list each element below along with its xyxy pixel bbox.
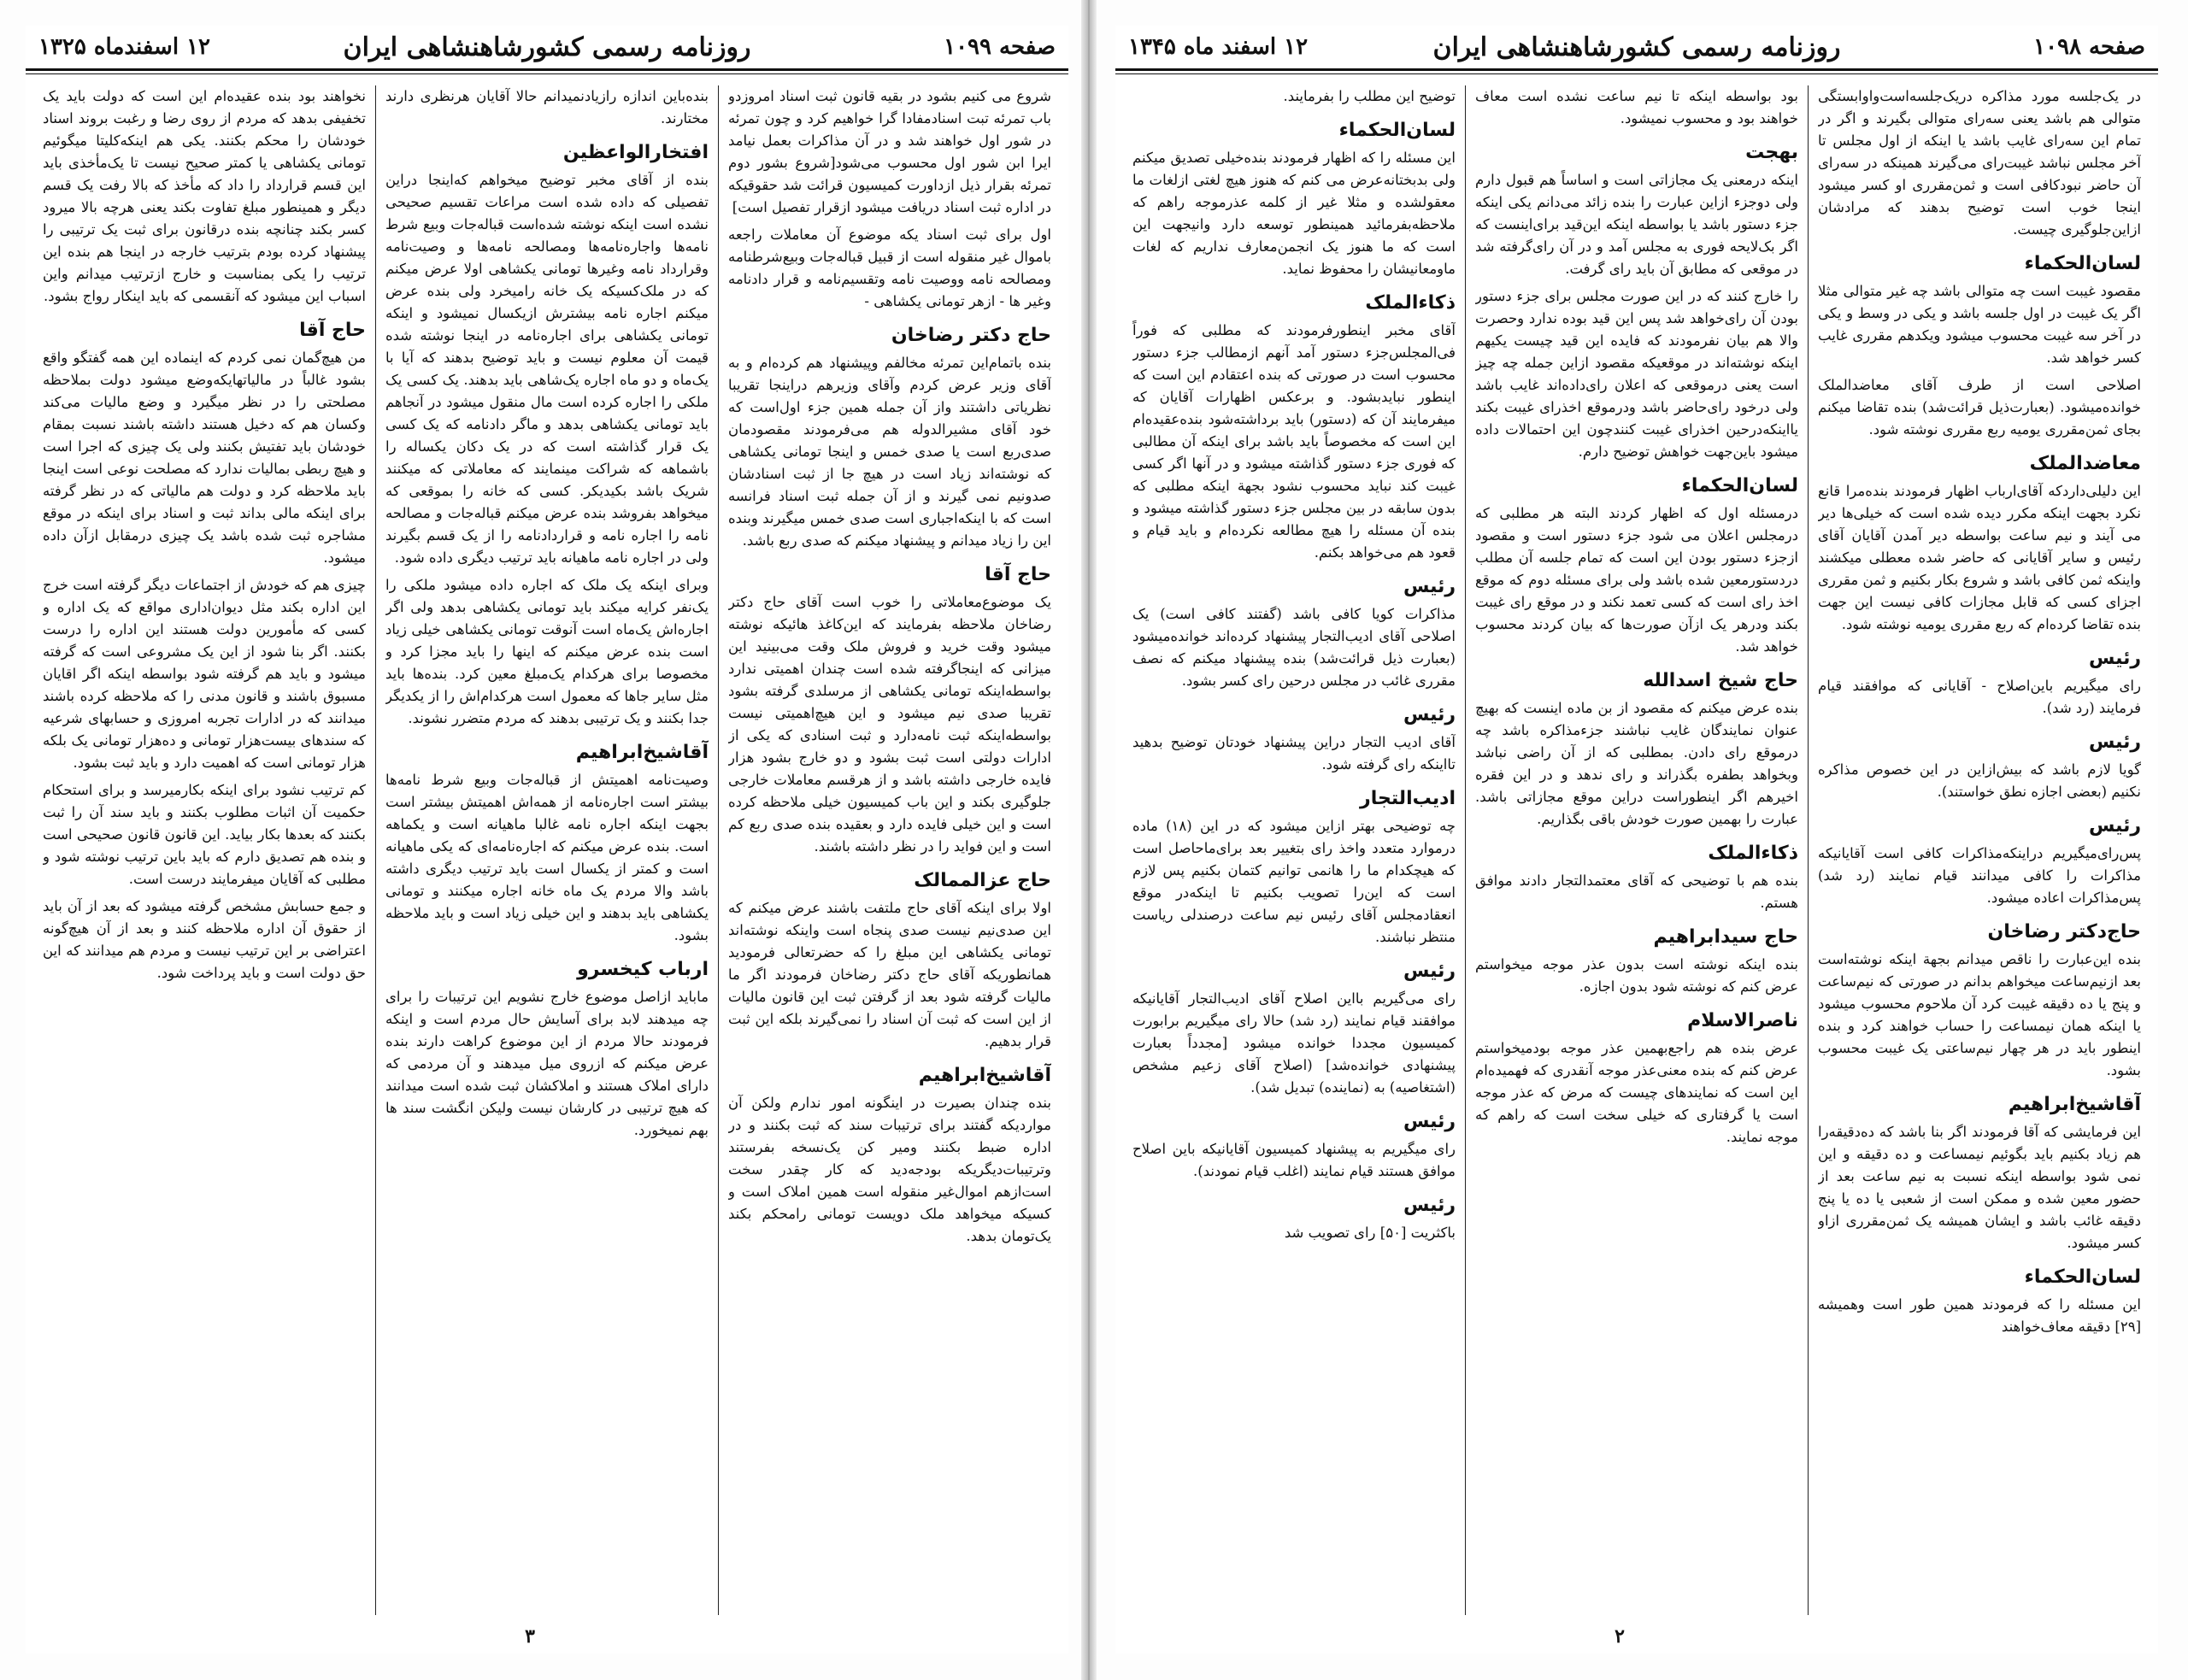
paragraph: ماباید ازاصل موضوع خارج نشویم این ترتیبات را برای چه میدهند لابد برای آسایش حال مردم است و اینکه فرمودند حالا مردم از این موضوع کراهت دارند بنده عرض میکنم که ازروی میل میدهند و آن مردمی که دارای املاک هستند و املاکشان ثبت شده است میدانند که هیچ ترتیبی در کارشان نیست ولیکن انگشت سند ها بهم نمیخورد. xyxy=(385,989,709,1138)
speaker-name: ذکاءالملک xyxy=(1708,843,1798,864)
paragraph: بنده عرض میکنم که مقصود از بن ماده اینست که بهیچ عنوان نمایندگان غایب نباشند جزءمذاکره باشد چه درموقع رای دادن. بمطلبی که از آن راضی نباشد وبخواهد بطفره بگذراند و رای ندهد و در این فقره اخیرهم اگر اینطوراست دراین موقع مجازاتی باشد. عبارت را بهمین صورت خودش باقی بگذاریم. xyxy=(1475,700,1798,827)
paragraph: مقصود غیبت است چه متوالی باشد چه غیر متوالی مثلا اگر یک غیبت در اول جلسه باشد و یکی در وسط و یکی در آخر سه غیبت محسوب میشود ویکدهم مقرری غایب کسر خواهد شد. xyxy=(1818,283,2141,366)
right-page-number: صفحه ۱۰۹۸ xyxy=(2033,34,2145,60)
column-divider xyxy=(1465,85,1466,1615)
paragraph: رای می‌گیریم بااین اصلاح آقای ادیب‌التجار آقایانیکه موافقند قیام نمایند (رد شد) حالا رای میگیریم برابورت کمیسیون مجددا خوانده میشود [مجدداً بعبارت پیشنهادی خوانده‌شد] (اصلاح آقای زعیم مشخص (اشتغاصیه) به (نماینده) تبدیل شد). xyxy=(1132,990,1456,1096)
paragraph: گویا لازم باشد که بیش‌ازاین در این خصوص مذاکره نکنیم (بعضی اجازه نطق خواستند). xyxy=(1818,761,2141,800)
paragraph: شروع می کنیم بشود در بقیه قانون ثبت اسناد امروزدو باب تمرئه تبت اسنادمفادا گرا خواهیم کرد و چون تمرئه در شور اول خواهند شد و در آن مذاکرات بعمل نیامد ایرا ابن شور اول محسوب می‌شود[شروع بشور دوم تمرئه بقرار ذیل ازداورت کمیسیون قرائت شد حقوقیکه در اداره ثبت اسناد دریافت میشود ازقرار تفصیل است] xyxy=(728,88,1051,215)
paragraph: اولا برای اینکه آقای حاج ملتفت باشند عرض میکنم که این صدی‌نیم نیست صدی پنجاه است واینکه نوشته‌اند تومانی یکشاهی این مبلغ را که حضرتعالی فرمودید همانطوریکه آقای حاج دکتر رضاخان فرمودند اگر ما مالیات گرفته شود بعد از گرفتن ثبت این قانون مالیات از این است که ثبت آن اسناد را نمی‌گیرند بلکه این ثبت قرار بدهیم. xyxy=(728,900,1051,1049)
speaker-name: لسان‌الحکماء xyxy=(2024,253,2141,274)
paragraph: درمسئله اول که اظهار کردند البته هر مطلبی که درمجلس اعلان می شود جزء دستور است و مقصود ازجزء دستور بودن این است که تمام جلسه آن مطلب دردستورمعین شده باشد ولی برای مسئله دوم که موقع اخذ رای است که کسی تعمد نکند و در موقع رای غیبت بکند ودرهر یک ازآن صورت‌ها که بیان کردند محسوب خواهد شد. xyxy=(1475,505,1798,655)
paragraph: این مسئله را که اظهار فرمودند بنده‌خیلی تصدیق میکنم ولی بدبختانه‌عرض می کنم که هنوز هیچ لغتی ازلغات ما معقولشده و مثلا غیر از کلمه عذرموجه راهم که ملاحظه‌بفرمائید همینطور توسعه دارد وانیجهت این است که ما هنوز یک انجمن‌معارف نداریم که لغات ماومعانیشان را محفوظ نماید. xyxy=(1132,150,1456,277)
paragraph: بنده این‌عبارت را ناقص میدانم بجهة اینکه نوشته‌است بعد ازنیم‌ساعت میخواهم بدانم در صورتی که نیم‌ساعت و پنج یا ده دقیقه غیبت کرد آن ملاحوم محسوب میشود یا اینکه همان نیمساعت را حساب خواهند کرد و بنده اینطور باید در هر چهار نیم‌ساعتی یک غیبت محسوب بشود. xyxy=(1818,951,2141,1078)
paragraph: پس‌رای‌میگیریم دراینکه‌مذاکرات کافی است آقایانیکه مذاکرات را کافی میدانند قیام نمایند (رد شد) پس‌مذاکرات اعاده میشود. xyxy=(1818,845,2141,906)
header-rule-thin xyxy=(1115,73,2158,74)
paragraph: اول برای ثبت اسناد یکه موضوع آن معاملات راجعه باموال غیر منقوله است از قبیل قباله‌جات وبیع‌شرطنامه ومصالحه نامه ووصیت نامه وتقسیم‌نامه و قرار دادنامه وغیر ها - ازهر تومانی یکشاهی - xyxy=(728,226,1051,309)
book-gutter xyxy=(1081,0,1097,1680)
paragraph: بنده باتمام‌این تمرئه مخالفم وپیشنهاد هم کرده‌ام و به آقای وزیر عرض کردم وآقای وزیرهم دراینجا تقریبا نظریاتی داشتند واز آن جمله همین جزء اول‌است که خود آقای مشیرالدوله هم می‌فرمودند مقصودمان صدی‌ربع است یا صدی خمس و اینجا تومانی یکشاهی که نوشته‌اند زیاد است در هیچ جا از ثبت اسنادشان صدونیم نمی گیرند و از آن جمله ثبت اسناد فرانسه است که با اینکه‌اجباری است صدی خمس میگیرند وبنده این را زیاد میدانم و پیشنهاد میکنم که صدی ربع باشد. xyxy=(728,355,1051,549)
speaker-name: لسان‌الحکماء xyxy=(2024,1266,2141,1288)
speaker-name: افتخارالواعظین xyxy=(562,142,709,163)
left-page-number: صفحه ۱۰۹۹ xyxy=(944,34,1056,60)
speaker-name: حاج آقا xyxy=(985,564,1051,585)
speaker-name: آقاشیخ‌ابراهیم xyxy=(918,1065,1051,1086)
paragraph: این فرمایشی که آقا فرمودند اگر بنا باشد که ده‌دقیقه‌را هم زیاد بکنیم باید بگوئیم نیمساعت و ده دقیقه و این نمی شود بواسطه اینکه نسبت به نیم ساعت بعد از حضور معین شده و ممکن است از شعبی یا ده یا پنج دقیقه غائب باشد و ایشان همیشه یک ثمن‌مقرری ازاو کسر میشود. xyxy=(1818,1124,2141,1251)
column-divider xyxy=(1808,85,1809,1615)
speaker-name: بهجت xyxy=(1745,142,1798,163)
speaker-name: رئیس xyxy=(1403,1195,1456,1216)
left-page-folio: ۳ xyxy=(525,1625,535,1648)
speaker-name: حاج شیخ اسدالله xyxy=(1643,670,1798,691)
paragraph: بنده از آقای مخبر توضیح میخواهم که‌اینجا دراین تفصیلی که داده شده است مراعات تقسیم صحیحی نشده است اینکه نوشته شده‌است قباله‌جات وبیع شرط نامه‌ها واجاره‌نامه‌ها ومصالحه نامه‌ها و وصیت‌نامه وقرارداد نامه وغیرها تومانی یکشاهی اولا عرض میکنم که در ملک‌کسیکه یک خانه رامیخرد ولی بنده عرض میکنم اجاره نامه بیشترش ازیکسال نمیشود و اینکه تومانی یکشاهی برای اجاره‌نامه در اینجا نوشته شده قیمت آن معلوم نیست و باید توضیح بدهند که آیا با یک‌ماه و دو ماه اجاره یک‌شاهی باید بدهند. یک کسی یک ملکی را اجاره کرده است مال منقول میشود در آنجاهم باید تومانی یکشاهی بدهد و ماگر دادنامه که یک کسی یک قرار گذاشته است که در یک دکان یکساله را باشماهه که شراکت مینمایند که معاملاتی که میکنند شریک باشد بکیدیکر. کسی که خانه را بموقعی که میخواهد بفروشد بنده عرض میکنم قباله‌جات و مصالحه نامه را اجاره نامه و قراردادنامه را از یک قسم بگیرند ولی در اجاره نامه ماهیانه باید ترتیب دیگری داده شود. xyxy=(385,172,709,566)
speaker-name: حاج آقا xyxy=(299,320,366,341)
header-rule xyxy=(1115,68,2158,71)
column-divider xyxy=(375,85,376,1615)
speaker-name: رئیس xyxy=(1403,704,1456,725)
right-column-3 xyxy=(1132,85,1456,1615)
right-page-date: ۱۲ اسفند ماه ۱۳۴۵ xyxy=(1128,34,1309,60)
paragraph: توضیح این مطلب را بفرمایند. xyxy=(1283,88,1456,104)
speaker-name: رئیس xyxy=(2088,648,2141,669)
left-column-2 xyxy=(385,85,709,1615)
paragraph: در یک‌جلسه مورد مذاکره دریک‌جلسه‌است‌وا‌وابستگی متوالی هم باشد یعنی سه‌رای متوالی بگیرند و اگر در تمام این سه‌رای غایب باشد یا اینکه از اول مجلس تا آخر مجلس نباشد غیبت‌رای می‌گیرند همینکه در سه‌رای آن حاضر نبودکافی است و ثمن‌مقرری او کسر میشود اینجا خوب است توضیح بدهند که مرادشان ازاین‌جلوگیری چیست. xyxy=(1818,88,2141,238)
speaker-name: رئیس xyxy=(1403,1111,1456,1132)
paragraph: من هیچ‌گمان نمی کردم که اینماده این همه گفتگو واقع بشود غالباً در مالیاتهایکه‌وضع میشود دولت بملاحظه مصلحتی را در نظر میگیرد و وضع مالیات می‌کند وکسان هم که دخیل هستند داشته باشند نسبت بمقام خودشان باید تفتیش بکنند ولی یک چیزی که اجرا است و هیچ ربطی بمالیات ندارد که مصلحت نوعی است اینجا باید ملاحظه کرد و دولت هم مالیاتی که در نظر گرفته برای اینکه مالی بداند ثبت و اسناد برای اینکه در موقع مشاجره ثبت شده باشد یک چیزی درمقابل ازآن داده میشود. xyxy=(43,350,366,566)
left-column-1 xyxy=(728,85,1051,1615)
paragraph: چه توضیحی بهتر ازاین میشود که در این (۱۸) ماده درموارد متعدد واخذ رای بتغییر بعد برای‌ماحاصل است که هیچکدام ما را هانمی توانیم کتمان بکنیم پس لازم است که این‌را تصویب بکنیم تا اینکه‌در موقع انعقادمجلس آقای رئیس نیم ساعت درصندلی ریاست منتظر نباشند. xyxy=(1132,818,1456,945)
header-rule xyxy=(26,68,1068,71)
left-page-title: روزنامه رسمی کشورشاهنشاهی ایران xyxy=(343,32,751,62)
paragraph: بنده هم با توضیحی که آقای معتمدالتجار دادند موافق هستم. xyxy=(1475,872,1798,911)
right-page xyxy=(1115,26,2158,1654)
right-page-title: روزنامه رسمی کشورشاهنشاهی ایران xyxy=(1432,32,1841,62)
paragraph: یک موضوع‌معاملاتی را خوب است آقای حاج دکتر رضاخان ملاحظه بفرمایند که این‌کاغذ هائیکه نوشته میشود وقت خرید و فروش ملک وقت می‌بینید این میزانی که اینجاگرفته شده است چندان اهمیتی ندارد بواسطه‌اینکه تومانی یکشاهی از مرسلدی گرفته بشود تقریبا صدی نیم میشود و این هیچ‌اهمیتی نیست بواسطه‌اینکه ثبت نامه‌دارد و ثبت اسنادی که یکی از ادارات دولتی است ثبت بشود و دو خارج بشود هزار فایده خارجی داشته باشد و از هرقسم معاملات خارجی جلوگیری بکند و این باب کمیسیون خیلی ملاحظه کرده است و این خیلی فایده دارد و بعقیده بنده صدی ربع کم است و این فواید را در نظر داشته باشند. xyxy=(728,594,1051,855)
left-column-3 xyxy=(43,85,366,1615)
paragraph: بنده‌باین اندازه رازیادنمیدانم حالا آقایان هرنظری دارند مختارند. xyxy=(385,88,709,126)
paragraph: اینکه درمعنی یک مجازاتی است و اساساً هم قبول دارم ولی دوجزء ازاین عبارت را بنده زائد می‌دانم یکی اینکه جزء دستور باشد یا بواسطه اینکه این‌قید برای‌اینست که اگر بک‌لایحه فوری به مجلس آمد و در آن رای‌گرفته شد در موقعی که مطابق آن باید رای گرفت. xyxy=(1475,172,1798,277)
speaker-name: رئیس xyxy=(1403,960,1456,982)
paragraph: بنده چندان بصیرت در اینگونه امور ندارم ولکن آن مواردیکه گفتند برای ترتیبات سند که ثبت بکنند و در اداره ضبط بکنند ومیر کن یک‌نسخه بفرستند وترتیبات‌دیگریکه بودجه‌دید که کار چقدر سخت است‌ازهم اموال‌غیر منقوله است همین املاک است و کسیکه میخواهد ملک دویست تومانی رامحکم بکند یک‌تومان بدهد. xyxy=(728,1095,1051,1244)
paragraph: بنده اینکه نوشته است بدون عذر موجه میخواستم عرض کنم که نوشته شود بدون اجازه. xyxy=(1475,956,1798,995)
speaker-name: ارباب کیخسرو xyxy=(577,959,709,980)
right-page-header xyxy=(1115,26,2158,65)
paragraph: مذاکرات کویا کافی باشد (گفتند کافی است) یک اصلاحی آقای ادیب‌التجار پیشنهاد کرده‌اند خوانده‌میشود (بعبارت ذیل قرائت‌شد) بنده پیشنهاد میکنم که نصف مقرری غائب در مجلس درحین رای کسر بشود. xyxy=(1132,606,1456,689)
speaker-name: ناصرالاسلام xyxy=(1687,1010,1798,1031)
paragraph: نخواهند بود بنده عقیده‌ام این است که دولت باید یک تخفیفی بدهد که مردم از روی رضا و رغبت بروند اسناد خودشان را محکم بکنند. یکی هم اینکه‌کلیتا میگوئیم تومانی یکشاهی یا کمتر صحیح نیست تا یک‌مأخذی باید این قسم قرارداد را داد که مأخذ که بالا رفت یک قسم دیگر و همینطور مبلغ تفاوت بکند یعنی هرچه بالا میرود کسر بکند چنانچه بنده درقانون برای ثبت یک ترتیبی را پیشنهاد کرده بودم بترتیب خارجه در اینجا هم بنده این ترتیب را یکی بمناسبت و خارج ازترتیب میدانم واین اسباب این میشود که آنقسمی که باید اینکار رواج بشود. xyxy=(43,88,366,304)
paragraph: وبرای اینکه یک ملک که اجاره داده میشود ملکی را یک‌نفر کرایه میکند باید تومانی یکشاهی بدهد ولی اگر اجاره‌اش یک‌ماه است آنوقت تومانی یکشاهی خیلی زیاد است بنده عرض میکنم که اینها را باید مجزا کرد و مخصوصا برای هرکدام یک‌مبلغ معین کرد. بنده‌ها باید مثل سایر جاها که معمول است هرکدام‌اش را از یکدیگر جدا بکنند و یک ترتیبی بدهند که مردم متضرر نشوند. xyxy=(385,577,709,726)
paragraph: رای میگیریم باین‌اصلاح - آقایانی که موافقند قیام فرمایند (رد شد). xyxy=(1818,678,2141,716)
paragraph: این مسئله را که فرمودند همین طور است وهمیشه [۲۹] دقیقه معاف‌خواهند xyxy=(1818,1296,2141,1335)
paragraph: عرض بنده هم راجع‌بهمین عذر موجه بودمیخواستم عرض کنم که بنده معنی‌عذر موجه آنقدری که فهمیده‌ام این است که نمایندهای چیست که مرض که عذر موجه است یا گرفتاری که خیلی سخت است که راهم که موجه نمایند. xyxy=(1475,1040,1798,1145)
right-column-1 xyxy=(1818,85,2141,1615)
paragraph: آقای مخبر اینطورفرمودند که مطلبی که فوراً فی‌المجلس‌جزء دستور آمد آنهم ازمطالب جزء دستور محسوب است در صورتی که بنده اعتقادم این است که اینطور نبایدبشود. و برعکس اظهارات آقایان که میفرمایند آن که (دستور) باید برداشته‌شود بنده‌عقیده‌ام این است که مخصوصاً باید باشد برای اینکه آن مطالبی که فوری جزء دستور گذاشته میشود و در آنها اگر کسی غیبت کند نباید محسوب نشود بجهة اینکه مطلبی که بدون سابقه در بین مجلس جزء دستور گذاشته میشود و بنده آن مسئله را هیچ مطالعه نکرده‌ام و باید قیام و قعود هم می‌خواهد بکنم. xyxy=(1132,322,1456,561)
speaker-name: حاج دکتر رضاخان xyxy=(891,325,1051,346)
speaker-name: رئیس xyxy=(2088,815,2141,837)
paragraph: چیزی هم که خودش از اجتماعات دیگر گرفته است خرج این اداره بکند مثل دیوان‌اداری مواقع که یک اداره و کسی که مأمورین دولت هستند این اداره را درست بکنند. اگر بنا شود از این یک مشروعی است که گرفته میشود و باید هم گرفته شود بواسطه اینکه اگر اقایان مسبوق باشند و قانون مدنی را که ملاحظه کرده باشند میدانند که در ادارات تجربه امروزی و حسابهای شرعیه که سندهای بیست‌هزار تومانی و ده‌هزار تومانی یک بلکه هزار تومانی است که اهمیت دارد و باید ثبت بشود. xyxy=(43,577,366,771)
paragraph: کم ترتیب نشود برای اینکه بکارمیرسد و برای استحکام حکمیت آن اثبات مطلوب بکنند و باید سند آن را ثبت بکنند که بعدها بکار بیاید. این قانون قانون صحیحی است و بنده هم تصدیق دارم که باید باین ترتیب نوشته شود و مطلبی که آقایان میفرمایند درست است. xyxy=(43,782,366,887)
speaker-name: حاج‌دکتر رضاخان xyxy=(1987,921,2141,943)
header-rule-thin xyxy=(26,73,1068,74)
speaker-name: رئیس xyxy=(1403,576,1456,597)
paragraph: آقای ادیب التجار دراین پیشنهاد خودتان توضیح بدهید تااینکه رای گرفته شود. xyxy=(1132,734,1456,772)
paragraph: بود بواسطه اینکه تا نیم ساعت نشده است معاف خواهند بود و محسوب نمیشود. xyxy=(1475,88,1798,126)
column-divider xyxy=(718,85,719,1615)
paragraph: وصیت‌نامه اهمیتش از قباله‌جات وبیع شرط نامه‌ها بیشتر است اجاره‌نامه از همه‌اش اهمیتش بیشتر است بجهت اینکه اجاره نامه غالبا ماهیانه است و یکماهه است. بنده عرض میکنم که اجاره‌نامه‌ای که یکی ماهیانه است و کمتر از یکسال است باید ترتیب دیگری داشته باشد والا مردم یک ماه خانه اجاره میکنند و تومانی یکشاهی باید بدهند و این خیلی زیاد است و باید ملاحظه بشود. xyxy=(385,772,709,943)
paragraph: و جمع حسابش مشخص گرفته میشود که بعد از آن باید از حقوق آن اداره ملاحظه کنند و بعد از آن هیچ‌گونه اعتراضی بر این ترتیب نیست و مردم هم میدانند که این حق دولت است و باید پرداخت شود. xyxy=(43,898,366,981)
left-page xyxy=(26,26,1068,1654)
speaker-name: ادیب‌التجار xyxy=(1360,788,1456,809)
paragraph: باکثریت [۵۰] رای تصویب شد xyxy=(1284,1225,1456,1241)
right-column-2 xyxy=(1475,85,1798,1615)
speaker-name: آقاشیخ‌ابراهیم xyxy=(575,742,709,763)
paragraph: را خارج کنند که در این صورت مجلس برای جزء دستور بودن آن رای‌خواهد شد پس این قید بوده ندارد وحصرت والا هم بیان نفرمودند که فایده این قید چیست یکیهم اینکه نوشته‌اند در موقعیکه مقصود ازاین جمله چه چیز است یعنی درموقعی که اعلان رای‌داده‌اند غایب باشد ولی درخود رای‌حاضر باشد ودرموقع اخذرای غیبت بکند یااینکه‌درحین اخذرای غیبت کنندچون این احتمالات داده میشود باین‌جهت خواهش توضیح دارم. xyxy=(1475,288,1798,460)
speaker-name: حاج عزالممالک xyxy=(914,870,1051,891)
left-page-date: ۱۲ اسفندماه ۱۳۲۵ xyxy=(38,34,211,60)
paragraph: رای میگیریم به پیشنهاد کمیسیون آقایانیکه باین اصلاح موافق هستند قیام نمایند (اغلب قیام نمودند). xyxy=(1132,1141,1456,1179)
speaker-name: آقاشیخ‌ابراهیم xyxy=(2008,1094,2141,1115)
speaker-name: رئیس xyxy=(2088,731,2141,753)
paragraph: این دلیلی‌داردکه آقای‌ارباب اظهار فرمودند بنده‌مرا قانع نکرد بجهت اینکه مکرر دیده شده است که خیلی‌ها دیر می آیند و نیم ساعت بواسطه دیر آمدن آقایان آقای رئیس و سایر آقایانی که حاضر شده معطلی میکشند واینکه ثمن کافی باشد و شروع بکار بکنیم و ثمن مقرری اجزای کسی که قابل مجازات کافی نیست این جهت بنده تقاضا کرده‌ام که ربع مقرری یومیه نوشته شود. xyxy=(1818,483,2141,632)
speaker-name: لسان‌الحکماء xyxy=(1681,475,1798,496)
left-page-header xyxy=(26,26,1068,65)
speaker-name: حاج سیدابراهیم xyxy=(1653,926,1798,948)
speaker-name: معاضدالملک xyxy=(2029,453,2141,474)
paragraph: اصلاحی است از طرف آقای معاضدالملک خوانده‌میشود. (بعبارت‌ذیل قرائت‌شد) بنده تقاضا میکنم بجای ثمن‌مقرری یومیه ربع مقرری نوشته شود. xyxy=(1818,377,2141,438)
right-page-folio: ۲ xyxy=(1615,1625,1625,1648)
speaker-name: ذکاءالملک xyxy=(1365,292,1456,314)
speaker-name: لسان‌الحکماء xyxy=(1338,120,1456,141)
